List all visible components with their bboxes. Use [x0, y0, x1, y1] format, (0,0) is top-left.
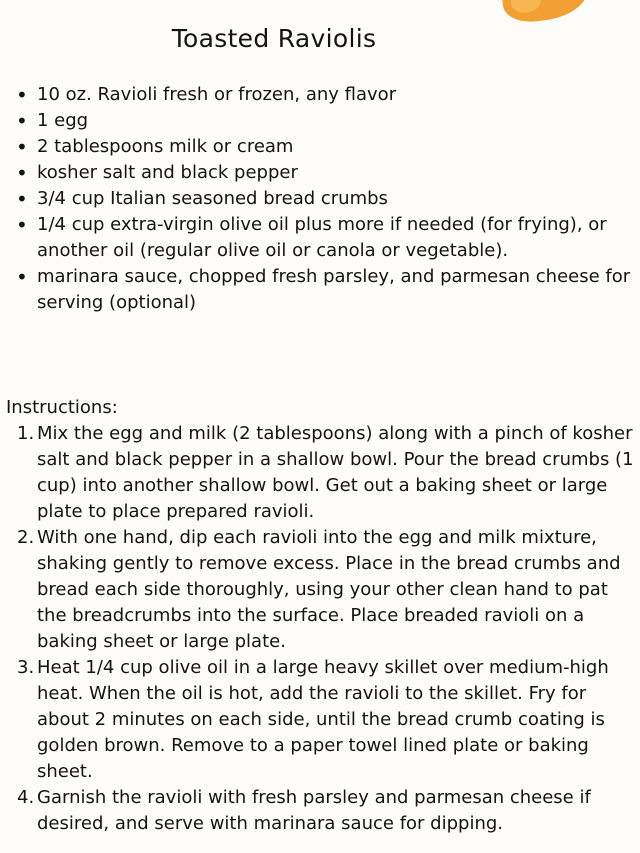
instruction-step	[0, 525, 634, 655]
ingredient-text: 2 tablespoons milk or cream	[37, 136, 294, 157]
bullet-icon: •	[16, 265, 28, 289]
bullet-icon: •	[16, 213, 28, 237]
orange-paint-splash-decoration	[499, 0, 591, 26]
instructions-heading: Instructions:	[6, 397, 118, 418]
ingredient-text: 3/4 cup Italian seasoned bread crumbs	[37, 188, 388, 209]
ingredient-text: marinara sauce, chopped fresh parsley, and parmesan cheese for serving (optional)	[37, 266, 631, 313]
ingredient-text: 1 egg	[37, 110, 89, 131]
ingredient-item	[0, 134, 634, 160]
step-number: 2.	[17, 527, 35, 548]
step-text: Garnish the ravioli with fresh parsley and parmesan cheese if desired, and serve with marinara sauce for dipping.	[37, 787, 591, 834]
instruction-steps-list	[0, 421, 634, 837]
step-text: Mix the egg and milk (2 tablespoons) along with a pinch of kosher salt and black pepper in a shallow bowl. Pour the bread crumbs (1 cup) into another shallow bowl. Get out a baking sheet or large plate to place prepared ravioli.	[37, 423, 634, 522]
step-number: 1.	[17, 423, 35, 444]
bullet-icon: •	[16, 135, 28, 159]
ingredient-item	[0, 160, 634, 186]
ingredient-text: kosher salt and black pepper	[37, 162, 298, 183]
step-number: 4.	[17, 787, 35, 808]
bullet-icon: •	[16, 187, 28, 211]
step-text: Heat 1/4 cup olive oil in a large heavy skillet over medium-high heat. When the oil is hot, add the ravioli to the skillet. Fry for about 2 minutes on each side, until the bread crumb coating is golden brown. Remove to a paper towel lined plate or baking sheet.	[37, 657, 609, 782]
instruction-step	[0, 421, 634, 525]
bullet-icon: •	[16, 161, 28, 185]
step-number: 3.	[17, 657, 35, 678]
recipe-title: Toasted Raviolis	[171, 24, 377, 53]
instruction-step	[0, 785, 634, 837]
ingredient-item	[0, 264, 634, 316]
ingredient-text: 1/4 cup extra-virgin olive oil plus more if needed (for frying), or another oil (regular olive oil or canola or vegetable).	[37, 214, 607, 261]
instruction-step	[0, 655, 634, 785]
ingredient-item	[0, 212, 634, 264]
ingredient-item	[0, 108, 634, 134]
ingredient-item	[0, 82, 634, 108]
bullet-icon: •	[16, 109, 28, 133]
ingredient-text: 10 oz. Ravioli fresh or frozen, any flavor	[37, 84, 397, 105]
bullet-icon: •	[16, 83, 28, 107]
step-text: With one hand, dip each ravioli into the egg and milk mixture, shaking gently to remove excess. Place in the bread crumbs and bread each side thoroughly, using your other clean hand to pat the breadcrumbs into the surface. Place breaded ravioli on a baking sheet or large plate.	[37, 527, 621, 652]
ingredients-list	[0, 82, 634, 316]
ingredient-item	[0, 186, 634, 212]
